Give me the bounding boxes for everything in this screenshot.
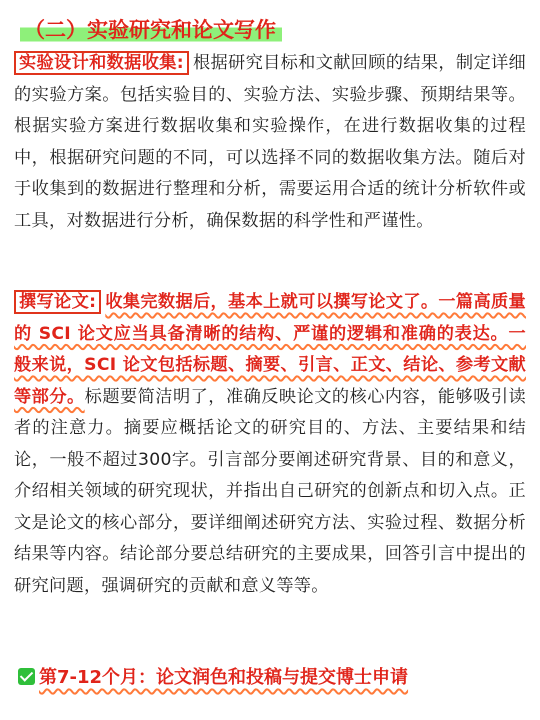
footer-heading — [18, 663, 408, 689]
experiment-body: 根据研究目标和文献回顾的结果，制定详细的实验方案。包括实验目的、实验方法、实验步骤、预期结果等。根据实验方案进行数据收集和实验操作，在进行数据收集的过程中，根据研究问题的不同，可以选择不同的数据收集方法。随后对于收集到的数据进行整理和分析，需要运用合适的统计分析软件或工具，对数据进行分析，确保数据的科学性和严谨性。 — [14, 53, 527, 231]
writing-highlight: 收集完数据后，基本上就可以撰写论文了。一篇高质量的 SCI 论文应当具备清晰的结构、严谨的逻辑和准确的表达。一般来说，SCI 论文包括标题、摘要、引言、正文、结论、参考文献等部分。 — [14, 292, 527, 407]
writing-body: 标题要简洁明了，准确反映论文的核心内容，能够吸引读者的注意力。摘要应概括论文的研究目的、方法、主要结果和结论，一般不超过300字。引言部分要阐述研究背景、目的和意义，介绍相关领域的研究现状，并指出自己研究的创新点和切入点。正文是论文的核心部分，要详细阐述研究方法、实验过程、数据分析结果等内容。结论部分要总结研究的主要成果，回答引言中提出的研究问题，强调研究的贡献和意义等等。 — [14, 386, 526, 596]
experiment-label: 实验设计和数据收集: — [14, 51, 189, 75]
section-heading: （二）实验研究和论文写作 — [20, 14, 282, 44]
experiment-paragraph — [14, 48, 526, 237]
check-box-icon — [18, 668, 35, 685]
writing-label: 撰写论文: — [14, 290, 101, 314]
footer-text: 第7-12个月：论文润色和投稿与提交博士申请 — [39, 667, 409, 688]
writing-paragraph — [14, 287, 526, 602]
